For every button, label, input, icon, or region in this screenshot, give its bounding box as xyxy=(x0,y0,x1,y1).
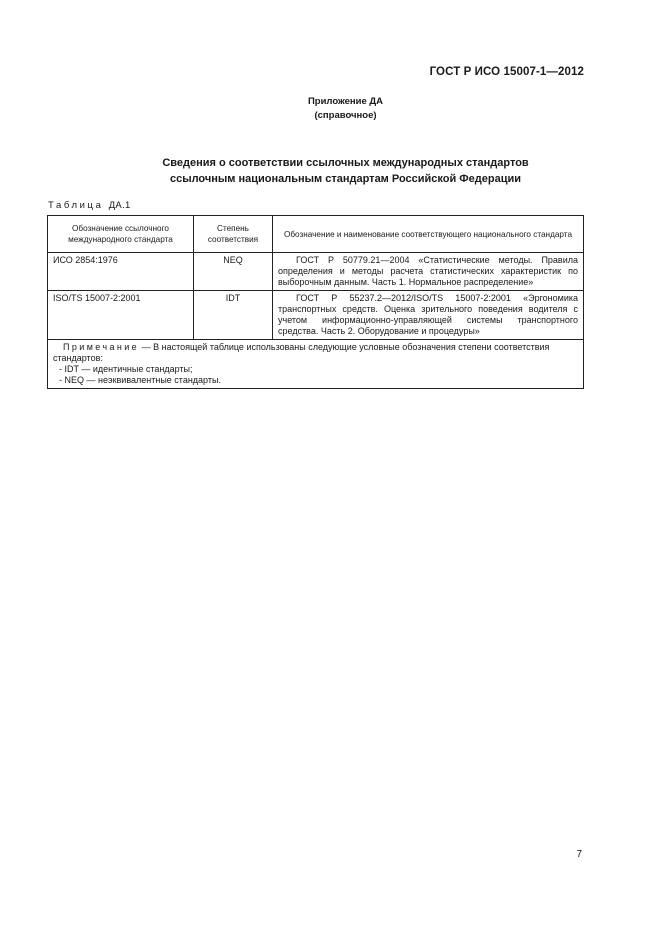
annex-heading xyxy=(0,95,661,123)
table-header-row xyxy=(48,216,584,253)
section-title-line-1: Сведения о соответствии ссылочных международных стандартов xyxy=(162,157,529,169)
note-body: — В настоящей таблице использованы следующие условные обозначения степени соответствия стандартов: xyxy=(53,342,550,363)
note-text xyxy=(53,342,578,364)
note-item-idt: - IDT — идентичные стандарты; xyxy=(59,364,193,374)
note-label: Примечание xyxy=(63,342,140,352)
cell-degree: IDT xyxy=(194,291,273,340)
cell-intl-standard: ИСО 2854:1976 xyxy=(48,253,194,291)
cell-degree: NEQ xyxy=(194,253,273,291)
page-number: 7 xyxy=(576,849,582,860)
cell-national-standard: ГОСТ Р 50779.21—2004 «Статистические методы. Правила определения и методы расчета статистических характеристик по выборочным данным. Часть 1. Нормальное распределение» xyxy=(273,253,584,291)
table-caption-label: Таблица xyxy=(48,200,104,211)
table-caption-number: ДА.1 xyxy=(108,200,131,211)
section-title xyxy=(0,155,661,187)
cell-national-standard: ГОСТ Р 55237.2—2012/ISO/TS 15007-2:2001 «Эргономика транспортных средств. Оценка зрительного поведения водителя с учетом информационно-управляющей системы транспортного средства. Часть 2. Оборудование и процедуры» xyxy=(273,291,584,340)
header-national-standard: Обозначение и наименование соответствующего национального стандарта xyxy=(273,216,584,253)
table-note xyxy=(48,340,584,389)
document-code: ГОСТ Р ИСО 15007-1—2012 xyxy=(429,66,584,78)
annex-kind: (справочное) xyxy=(314,110,377,121)
annex-title: Приложение ДА xyxy=(307,96,384,107)
section-title-line-2: ссылочным национальным стандартам Российской Федерации xyxy=(169,173,522,185)
table-note-row xyxy=(48,340,584,389)
header-degree: Степень соответствия xyxy=(194,216,273,253)
header-intl-standard: Обозначение ссылочного международного стандарта xyxy=(48,216,194,253)
note-item-neq: - NEQ — неэквивалентные стандарты. xyxy=(59,375,221,385)
correspondence-table xyxy=(47,215,584,389)
table-row xyxy=(48,291,584,340)
cell-intl-standard: ISO/TS 15007-2:2001 xyxy=(48,291,194,340)
table-caption xyxy=(48,200,131,211)
table-row xyxy=(48,253,584,291)
